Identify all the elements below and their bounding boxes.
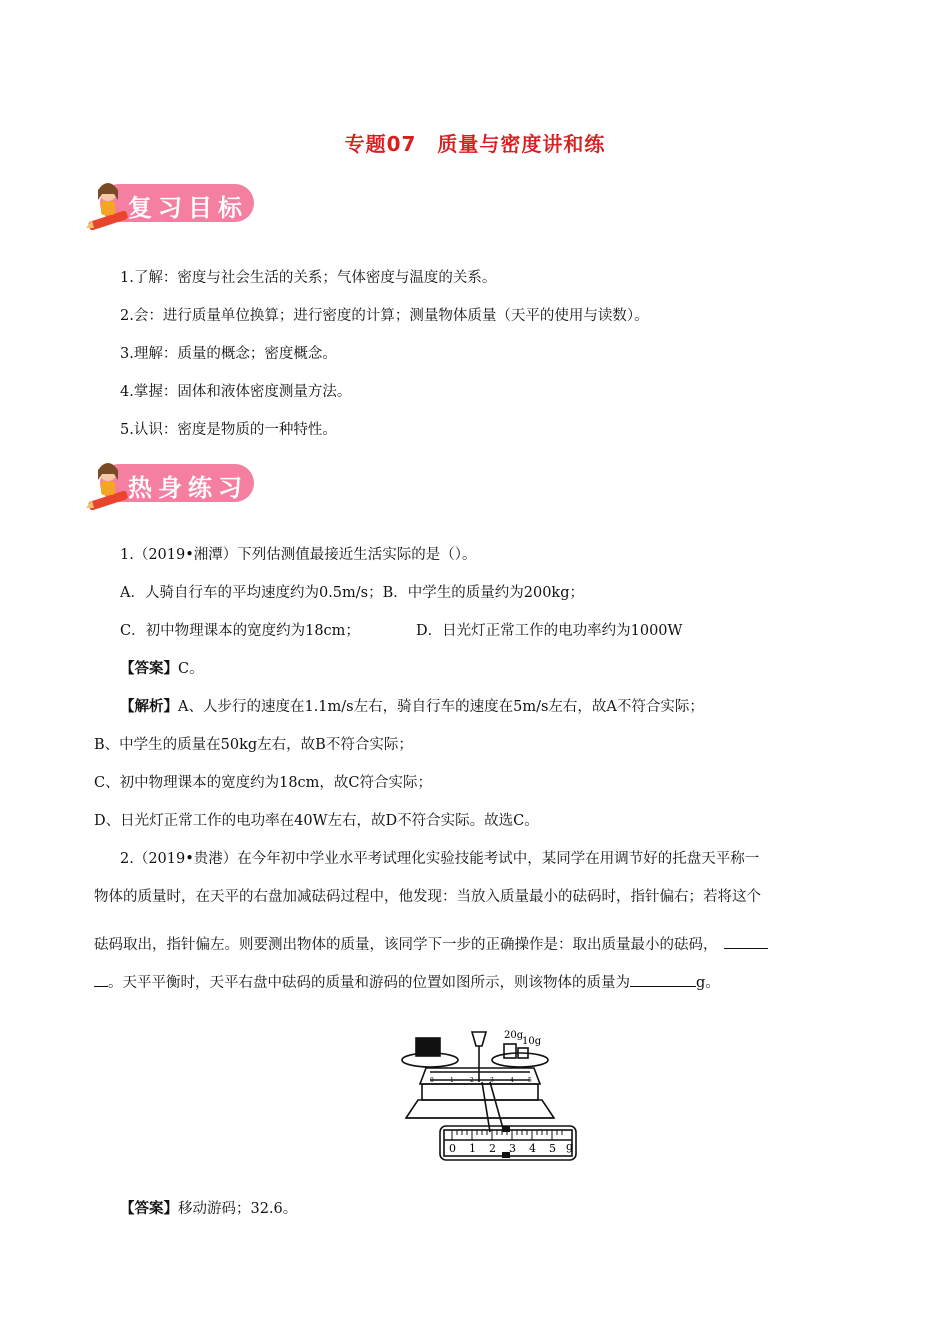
- answer-tag: 【答案】: [120, 1200, 178, 1217]
- goal-item: 1.了解：密度与社会生活的关系；气体密度与温度的关系。: [120, 270, 497, 286]
- goal-item: 5.认识：密度是物质的一种特性。: [120, 422, 337, 438]
- scale-unit-label: g: [566, 1140, 574, 1153]
- section-label: 复习目标: [128, 194, 248, 222]
- question-text: 物体的质量时，在天平的右盘加减砝码过程中，他发现：当放入质量最小的砝码时，指针偏右；若将这个: [94, 889, 761, 905]
- analysis-line: B、中学生的质量在50kg左右，故B不符合实际；: [94, 737, 413, 753]
- scale-tick-label: 4: [529, 1142, 536, 1155]
- analysis-line: [120, 697, 704, 717]
- scale-tick-label: 2: [489, 1142, 496, 1155]
- section-badge-review-goals: [84, 176, 256, 230]
- question-option-d: D．日光灯正常工作的电功率约为1000W: [416, 623, 683, 639]
- answer-text: 移动游码；32.6。: [178, 1201, 298, 1217]
- answer-line: [120, 1199, 297, 1219]
- page-title: 专题07 质量与密度讲和练: [344, 132, 606, 156]
- answer-line: [120, 659, 204, 679]
- balance-illustration: [400, 1022, 590, 1184]
- goal-item: 2.会：进行质量单位换算；进行密度的计算；测量物体质量（天平的使用与读数）。: [120, 308, 649, 324]
- question-option-c: C．初中物理课本的宽度约为18cm；: [120, 623, 360, 639]
- beam-tick-label: 5: [528, 1077, 532, 1084]
- rider-top: [502, 1126, 510, 1132]
- analysis-line: D、日光灯正常工作的电功率在40W左右，故D不符合实际。故选C。: [94, 813, 539, 829]
- scale-tick-label: 5: [549, 1142, 556, 1155]
- goal-item: 3.理解：质量的概念；密度概念。: [120, 346, 337, 362]
- scale-tick-label: 3: [509, 1142, 516, 1155]
- question-text-part: 。天平平衡时，天平右盘中砝码的质量和游码的位置如图所示，则该物体的质量为: [108, 975, 630, 991]
- question-text: [94, 934, 768, 955]
- question-text: [94, 972, 720, 993]
- question-options: A．人骑自行车的平均速度约为0.5m/s；B．中学生的质量约为200kg；: [120, 585, 585, 601]
- answer-blank: [94, 972, 108, 987]
- answer-text: C。: [178, 661, 204, 677]
- question-text: 2.（2019•贵港）在今年初中学业水平考试理化实验技能考试中，某同学在用调节好的托盘天平称一: [120, 851, 760, 867]
- balance-figure: [400, 1022, 590, 1184]
- scale-tick-label: 0: [449, 1142, 456, 1155]
- beam-tick-label: 2: [470, 1077, 474, 1084]
- question-stem: 1.（2019•湘潭）下列估测值最接近生活实际的是（）。: [120, 547, 477, 563]
- analysis-tag: 【解析】: [120, 698, 178, 715]
- weight-10g-label: 10g: [522, 1036, 542, 1047]
- answer-blank: [630, 972, 696, 987]
- weight-20g-label: 20g: [504, 1030, 524, 1041]
- question-text-part: 砝码取出，指针偏左。则要测出物体的质量，该同学下一步的正确操作是：取出质量最小的砝码，: [94, 937, 718, 953]
- beam-tick-label: 0: [430, 1077, 434, 1084]
- beam-tick-label: 4: [510, 1077, 514, 1084]
- girl-pencil-icon: [84, 176, 134, 236]
- answer-blank: [724, 934, 768, 949]
- question-text-part: g。: [696, 975, 720, 991]
- scale-tick-label: 1: [469, 1142, 476, 1155]
- analysis-text: A、人步行的速度在1.1m/s左右，骑自行车的速度在5m/s左右，故A不符合实际；: [178, 699, 704, 715]
- analysis-line: C、初中物理课本的宽度约为18cm，故C符合实际；: [94, 775, 433, 791]
- section-badge-warmup: [84, 456, 256, 510]
- beam-tick-label: 1: [450, 1077, 454, 1084]
- goal-item: 4.掌握：固体和液体密度测量方法。: [120, 384, 352, 400]
- girl-pencil-icon: [84, 456, 134, 516]
- answer-tag: 【答案】: [120, 660, 178, 677]
- beam-tick-label: 3: [490, 1077, 494, 1084]
- section-label: 热身练习: [128, 474, 248, 502]
